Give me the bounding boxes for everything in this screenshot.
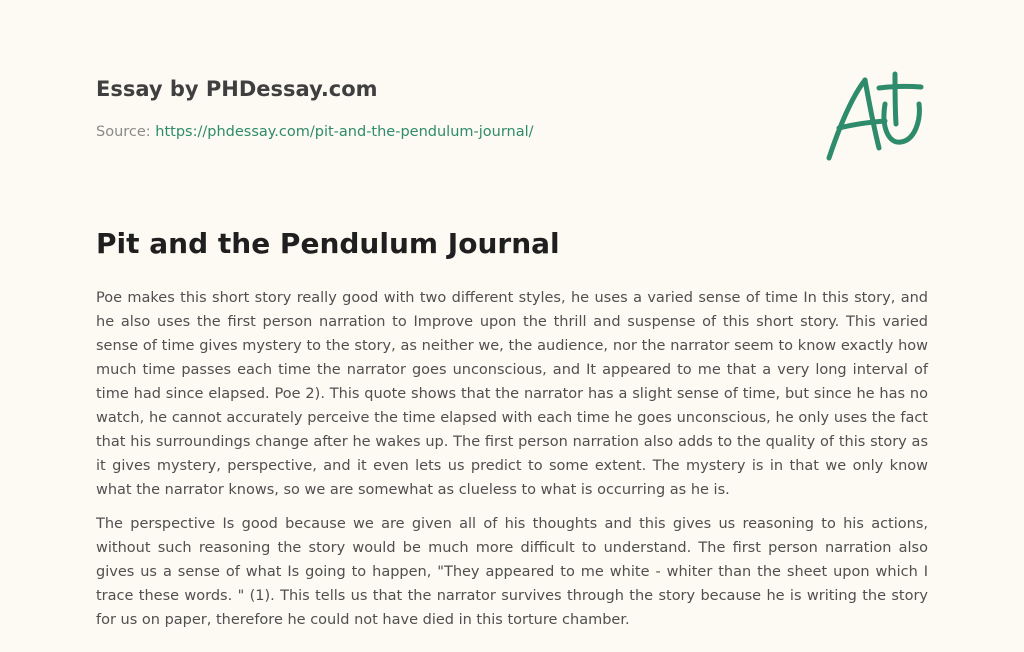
source-label: Source: — [96, 124, 151, 140]
essay-body — [96, 286, 928, 642]
source-line — [96, 124, 534, 140]
a-plus-logo-icon — [815, 66, 935, 166]
source-link[interactable]: https://phdessay.com/pit-and-the-pendulum-journal/ — [155, 124, 534, 140]
essay-paragraph: Poe makes this short story really good with two different styles, he uses a varied sense of time In this story, and he also uses the first person narration to Improve upon the thrill and suspense of this short story. This varied sense of time gives mystery to the story, as neither we, the audience, nor the narrator seem to know exactly how much time passes each time the narrator goes unconscious, and It appeared to me that a very long interval of time had since elapsed. Poe 2). This quote shows that the narrator has a slight sense of time, but since he has no watch, he cannot accurately perceive the time elapsed with each time he goes unconscious, he only uses the fact that his surroundings change after he wakes up. The first person narration also adds to the quality of this story as it gives mystery, perspective, and it even lets us predict to some extent. The mystery is in that we only know what the narrator knows, so we are somewhat as clueless to what is occurring as he is. — [96, 290, 928, 498]
essay-paragraph: The perspective Is good because we are given all of his thoughts and this gives us reasoning to his actions, without such reasoning the story would be much more difficult to understand. The first person narration also gives us a sense of what Is going to happen, "They appeared to me white - whiter than the sheet upon which I trace these words. " (1). This tells us that the narrator survives through the story because he is writing the story for us on paper, therefore he could not have died in this torture chamber. — [96, 516, 928, 628]
essay-title: Pit and the Pendulum Journal — [96, 227, 560, 260]
site-title: Essay by PHDessay.com — [96, 77, 378, 101]
